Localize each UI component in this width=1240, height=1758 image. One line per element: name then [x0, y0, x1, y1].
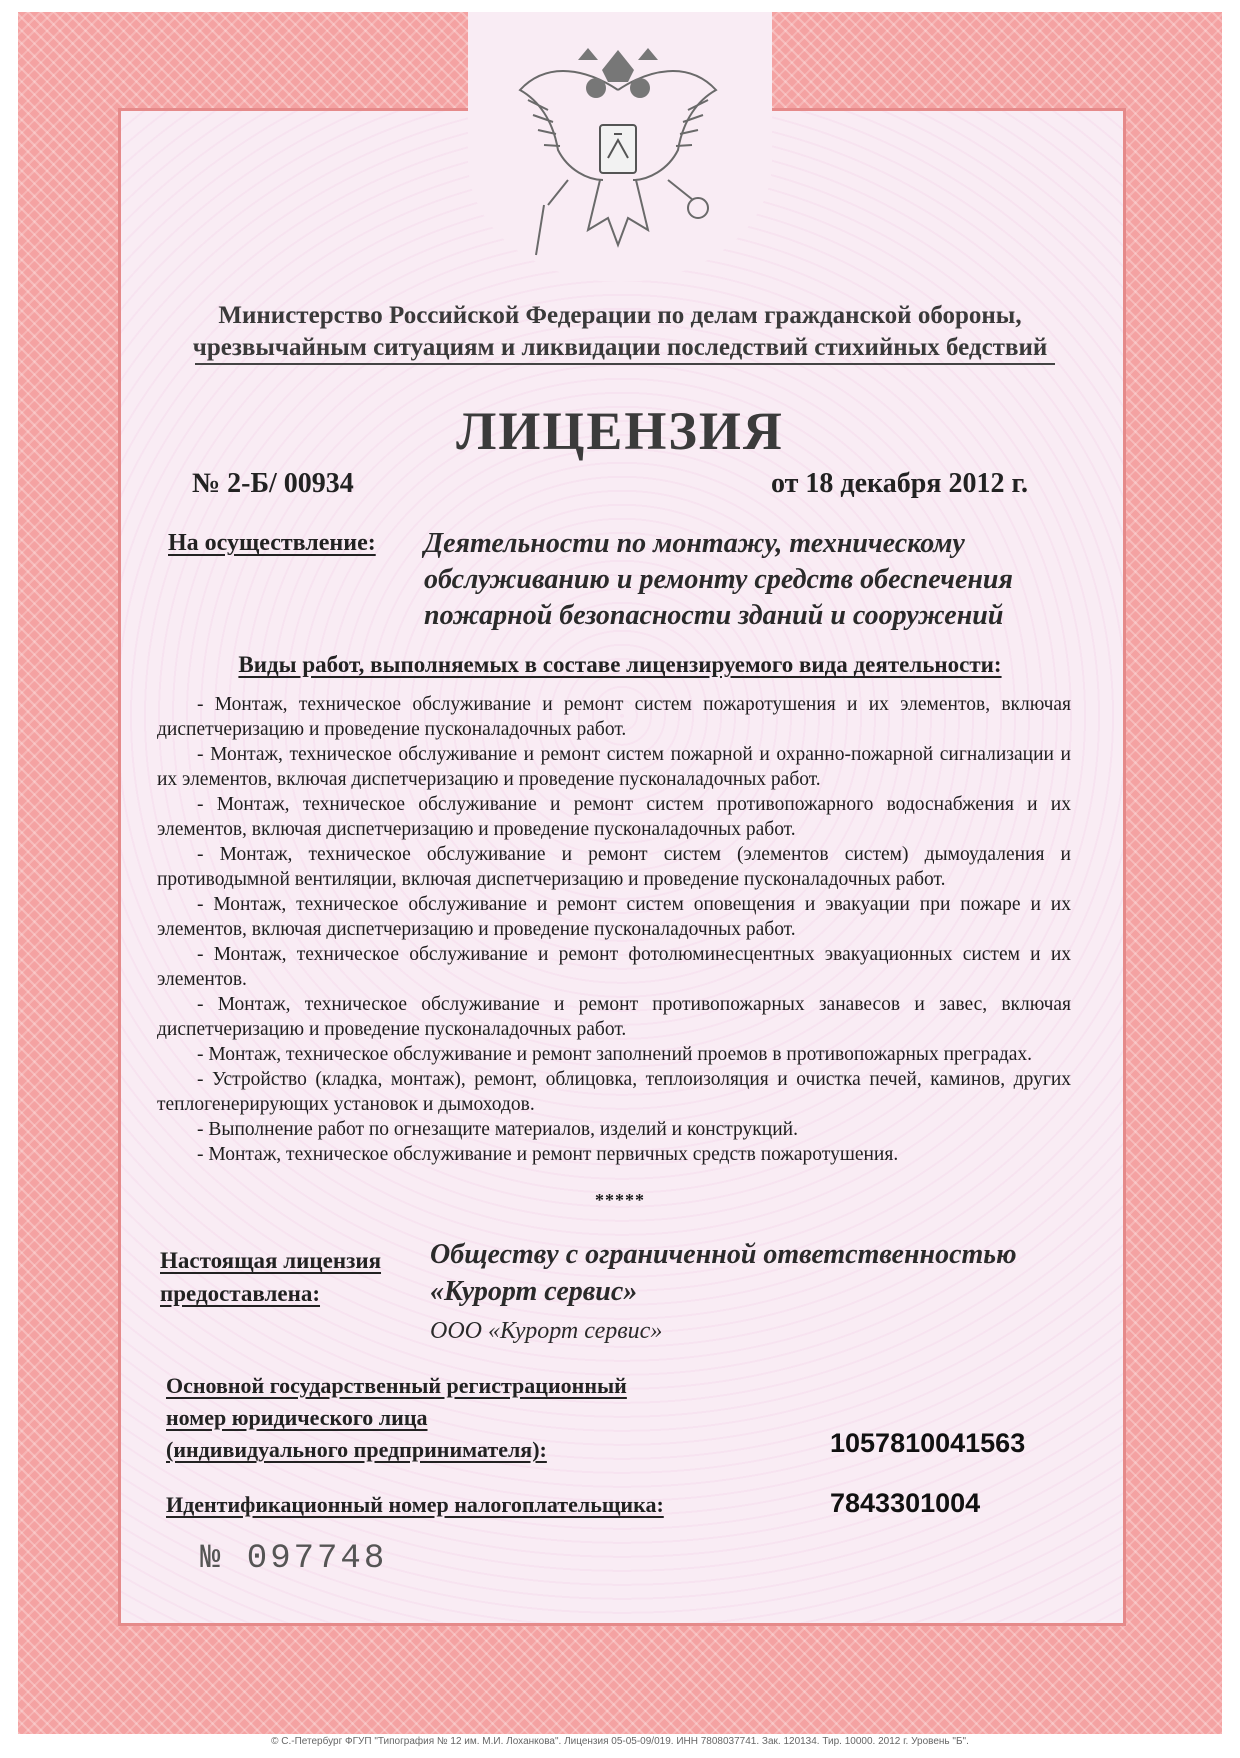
ministry-line-2: чрезвычайным ситуациям и ликвидации последствий стихийных бедствий: [192, 334, 1048, 361]
licensee-name-line-1: Обществу с ограниченной ответственностью: [430, 1239, 1017, 1270]
work-type-item: - Монтаж, техническое обслуживание и ремонт заполнений проемов в противопожарных преградах.: [197, 1044, 1033, 1065]
work-type-item: - Монтаж, техническое обслуживание и ремонт систем пожаротушения и их элементов, включая диспетчеризацию и проведение пусконаладочных работ.: [157, 694, 1071, 740]
licensee-short-name: ООО «Курорт сервис»: [430, 1318, 663, 1344]
license-date: от 18 декабря 2012 г.: [771, 468, 1028, 499]
work-types-heading: Виды работ, выполняемых в составе лицензируемого вида деятельности:: [238, 652, 1002, 677]
work-type-item: - Монтаж, техническое обслуживание и ремонт систем (элементов систем) дымоудаления и противодымной вентиляции, включая диспетчеризацию и проведение пусконаладочных работ.: [157, 844, 1071, 890]
licensee-name: [430, 1236, 1070, 1310]
license-number: № 2-Б/ 00934: [192, 468, 354, 499]
inn-label: Идентификационный номер налогоплательщика:: [166, 1492, 664, 1517]
licensee-label: [160, 1244, 381, 1310]
ministry-line-1: Министерство Российской Федерации по делам гражданской обороны,: [218, 302, 1022, 329]
ogrn-label-line-1: Основной государственный регистрационный: [166, 1373, 627, 1398]
work-type-item: - Монтаж, техническое обслуживание и ремонт первичных средств пожаротушения.: [197, 1144, 899, 1165]
licensee-name-line-2: «Курорт сервис»: [430, 1276, 638, 1307]
work-type-item: - Монтаж, техническое обслуживание и ремонт систем оповещения и эвакуации при пожаре и их элементов, включая диспетчеризацию и проведение пусконаладочных работ.: [157, 894, 1071, 940]
work-type-item: - Устройство (кладка, монтаж), ремонт, облицовка, теплоизоляция и очистка печей, каминов, других теплогенерирующих установок и дымоходов.: [157, 1069, 1071, 1115]
work-type-item: - Монтаж, техническое обслуживание и ремонт фотолюминесцентных эвакуационных систем и их элементов.: [157, 944, 1071, 990]
list-end-mark: *****: [595, 1190, 645, 1210]
licensee-label-line-1: Настоящая лицензия: [160, 1248, 382, 1273]
coat-of-arms-icon: [508, 30, 728, 265]
work-type-item: - Выполнение работ по огнезащите материалов, изделий и конструкций.: [197, 1119, 798, 1140]
ogrn-label-line-3: (индивидуального предпринимателя):: [166, 1437, 547, 1462]
activity-text: Деятельности по монтажу, техническому обслуживанию и ремонту средств обеспечения пожарной безопасности зданий и сооружений: [424, 528, 1013, 631]
ministry-name: [140, 300, 1100, 364]
work-type-item: - Монтаж, техническое обслуживание и ремонт противопожарных занавесов и завес, включая диспетчеризацию и проведение пусконаладочных работ.: [157, 994, 1071, 1040]
licensee-label-line-2: предоставлена:: [160, 1281, 321, 1306]
ogrn-value: 1057810041563: [830, 1428, 1026, 1458]
inn-value: 7843301004: [830, 1488, 981, 1518]
ogrn-label-line-2: номер юридического лица: [166, 1405, 428, 1430]
document-title: ЛИЦЕНЗИЯ: [456, 401, 784, 461]
ministry-divider: [195, 363, 1055, 365]
printer-footer: © С.-Петербург ФГУП "Типография № 12 им. М.И. Лоханкова". Лицензия 05-05-09/019. ИНН 7808037741. Зак. 120134. Тир. 10000. 2012 г. Уровень "Б".: [271, 1736, 969, 1747]
ogrn-label: [166, 1370, 627, 1466]
form-serial-number: № 097748: [200, 1540, 388, 1578]
activity-label: На осуществление:: [168, 530, 376, 556]
work-type-item: - Монтаж, техническое обслуживание и ремонт систем противопожарного водоснабжения и их элементов, включая диспетчеризацию и проведение пусконаладочных работ.: [157, 794, 1071, 840]
work-types-list: [157, 692, 1071, 1167]
work-type-item: - Монтаж, техническое обслуживание и ремонт систем пожарной и охранно-пожарной сигнализации и их элементов, включая диспетчеризацию и проведение пусконаладочных работ.: [157, 744, 1071, 790]
